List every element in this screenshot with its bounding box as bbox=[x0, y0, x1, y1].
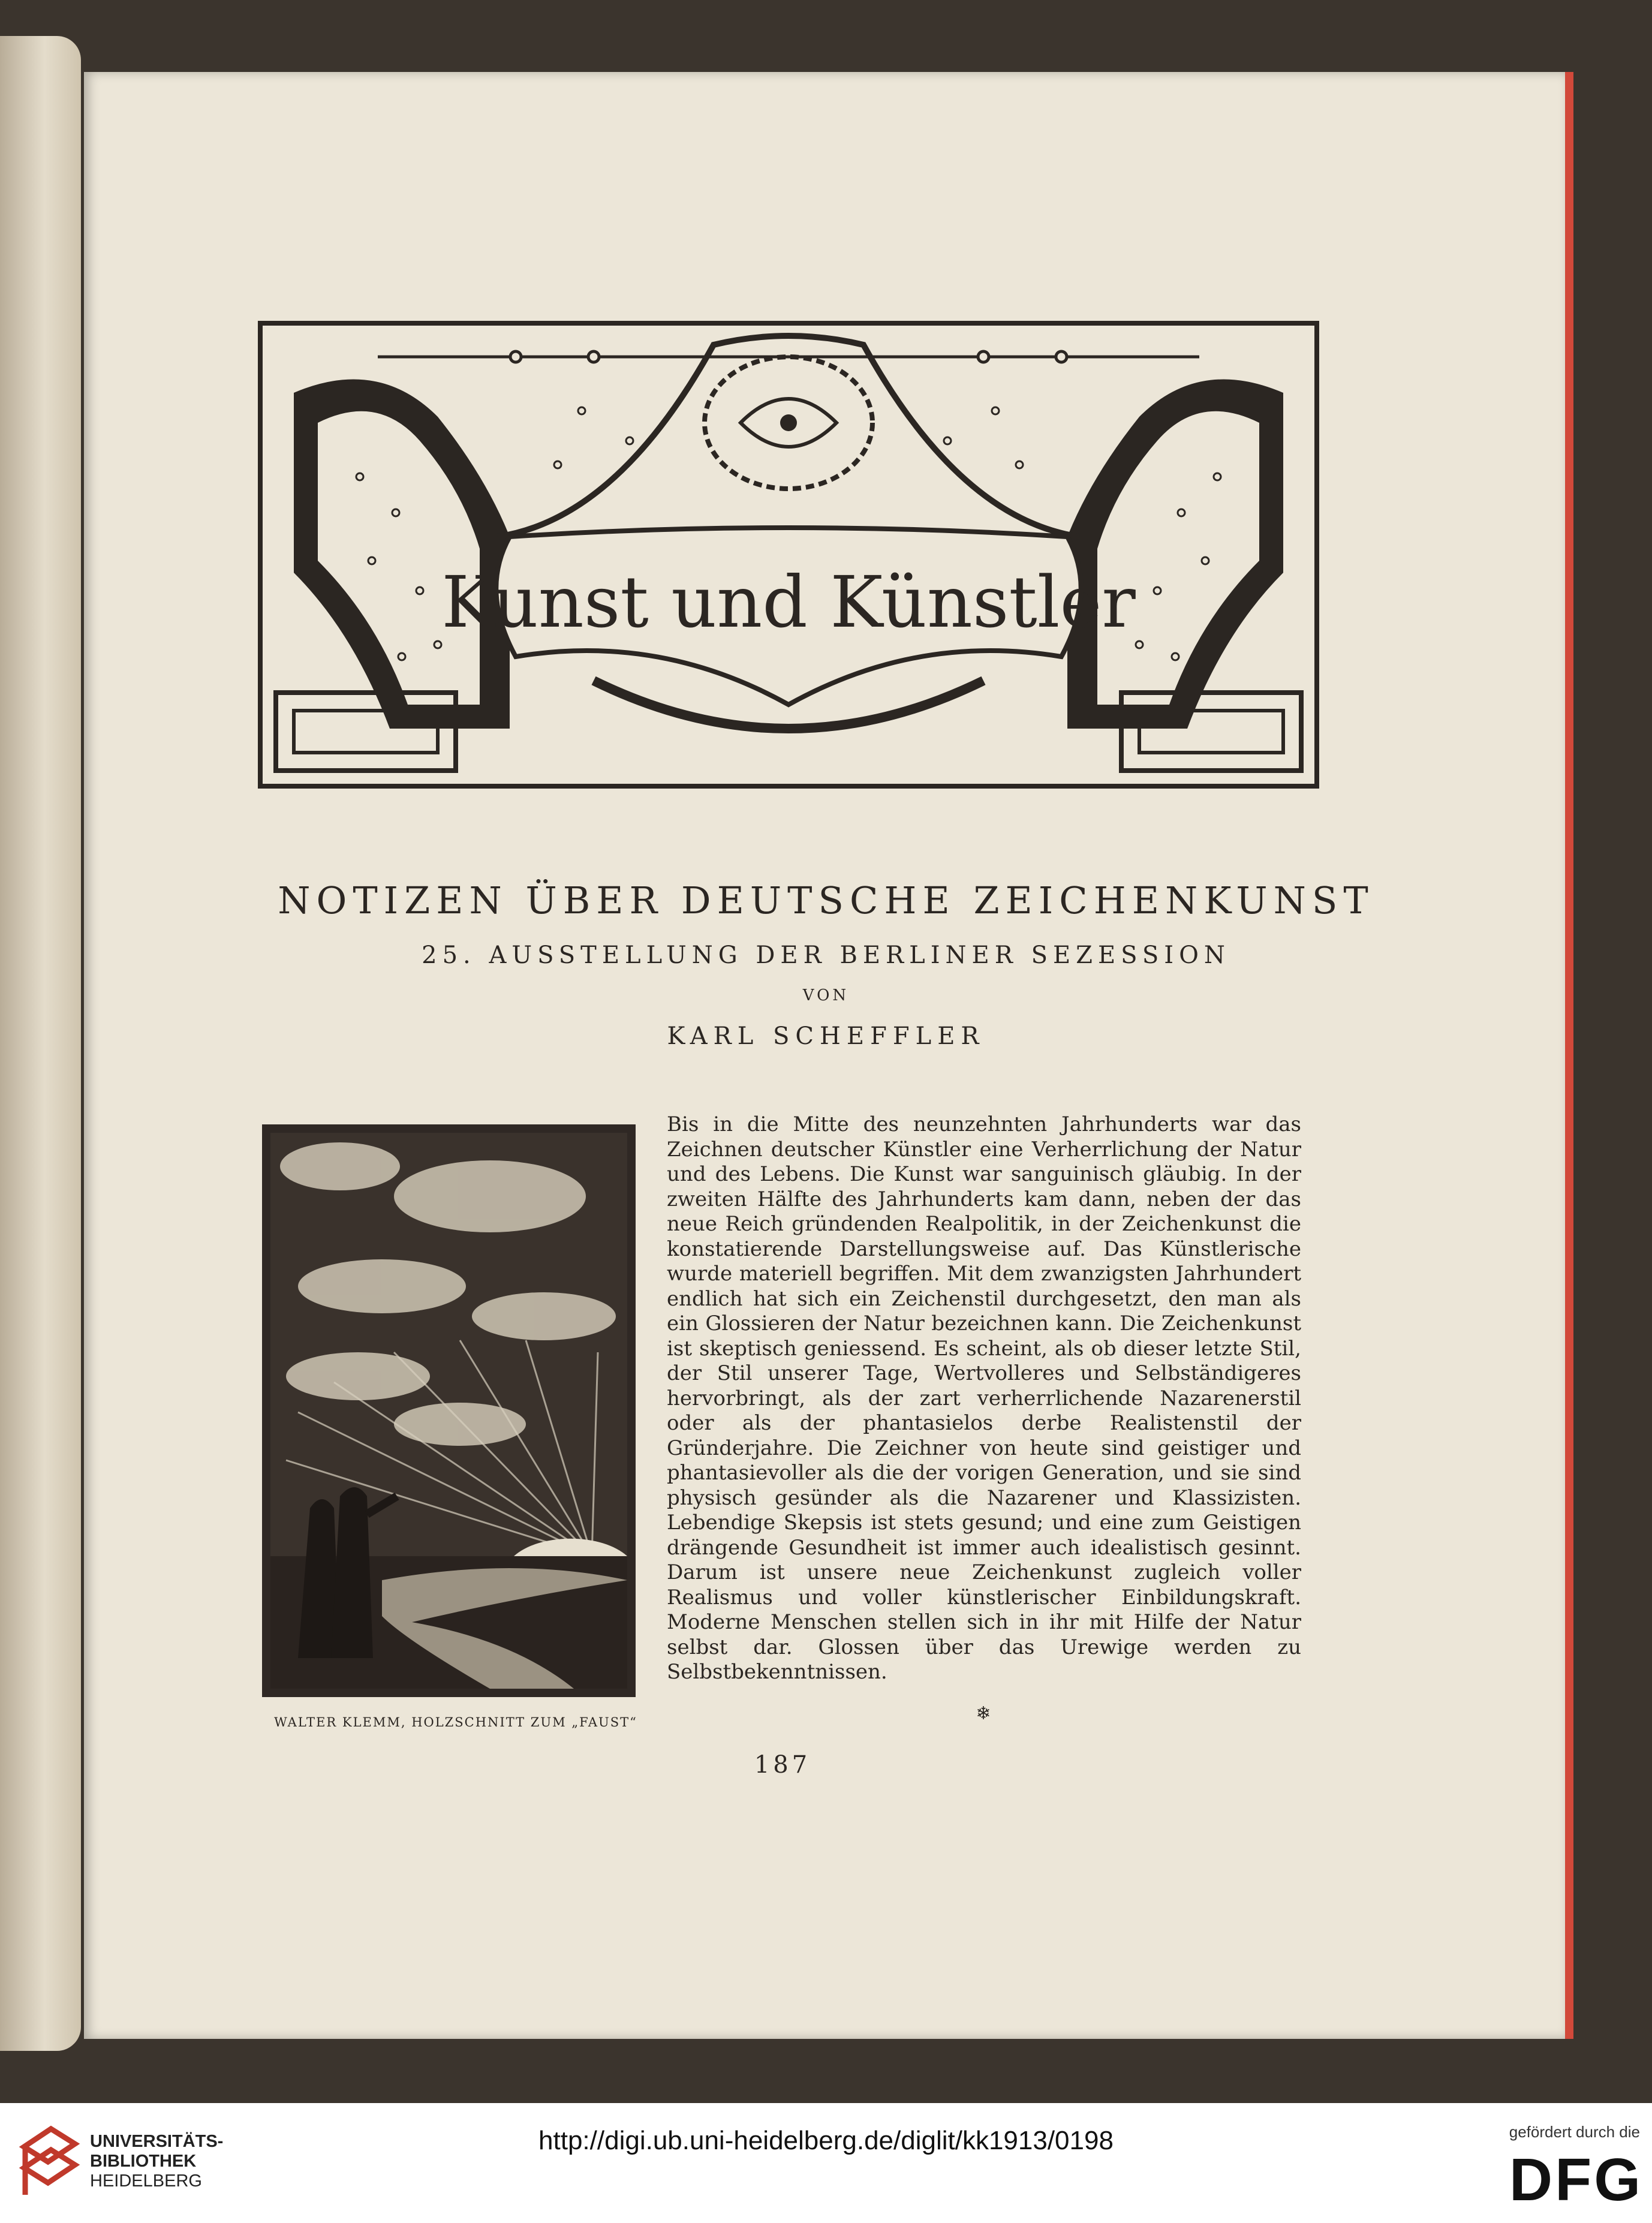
dfg-logo[interactable]: DFG bbox=[1509, 2146, 1643, 2213]
permalink-url[interactable]: http://digi.ub.uni-heidelberg.de/diglit/kk1913/0198 bbox=[538, 2126, 1114, 2155]
page-number: 187 bbox=[754, 1751, 811, 1779]
banner-title: Kunst und Künstler bbox=[441, 561, 1136, 643]
library-name-line2: BIBLIOTHEK bbox=[90, 2152, 197, 2171]
masthead-banner bbox=[258, 321, 1319, 789]
author-name: KARL SCHEFFLER bbox=[667, 1022, 985, 1050]
byline-von: VON bbox=[802, 986, 850, 1004]
article-subtitle: 25. AUSSTELLUNG DER BERLINER SEZESSION bbox=[422, 941, 1230, 969]
faust-woodcut-image bbox=[262, 1124, 636, 1697]
article-title: NOTIZEN ÜBER DEUTSCHE ZEICHENKUNST bbox=[278, 879, 1374, 922]
funding-text: gefördert durch die bbox=[1509, 2123, 1640, 2141]
illustration-caption: WALTER KLEMM, HOLZSCHNITT ZUM „FAUST“ bbox=[274, 1715, 637, 1729]
woodcut-illustration bbox=[262, 1124, 636, 1697]
ornament-frame bbox=[258, 321, 1319, 789]
end-mark-icon: ❄ bbox=[976, 1703, 991, 1724]
article-body: Bis in die Mitte des neunzehnten Jahrhunderts war das Zeichnen deutscher Künstler eine Verherrlichung der Natur und des Lebens. Die Kunst war sanguinisch gläubig. In der zweiten Hälfte des Jahrhunderts kam dann, neben der das neue Reich gründenden Realpolitik, in der Zeichenkunst die konstatierende Darstellungsweise auf. Das Künstlerische wurde materiell begriffen. Mit dem zwanzigsten Jahrhundert endlich hat sich ein Zeichenstil durchgesetzt, den man als ein Glossieren der Natur bezeichnen kann. Die Zeichenkunst ist skeptisch geniessend. Es scheint, als ob dieser letzte Stil, der Stil unserer Tage, Wertvolleres und Selbständigeres hervorbringt, als der zart verherrlichende Nazarenerstil oder als der phantasielos derbe Realistenstil der Gründerjahre. Die Zeichner von heute sind geistiger und phantasievoller als die der vorigen Generation, und sie sind physisch gesünder als die Nazarener und Klassizisten. Lebendige Skepsis ist stets gesund; und eine zum Geistigen drängende Gesundheit ist immer auch idealistisch gesinnt. Darum ist unsere neue Zeichenkunst zugleich voller Realismus und voller künstlerischer Einbildungskraft. Moderne Menschen stellen sich in ihr mit Hilfe der Natur selbst dar. Glossen über das Urewige werden zu Selbstbekenntnissen. bbox=[667, 1112, 1301, 1684]
library-name-line1: UNIVERSITÄTS- bbox=[90, 2132, 224, 2151]
library-name-line3: HEIDELBERG bbox=[90, 2171, 202, 2191]
